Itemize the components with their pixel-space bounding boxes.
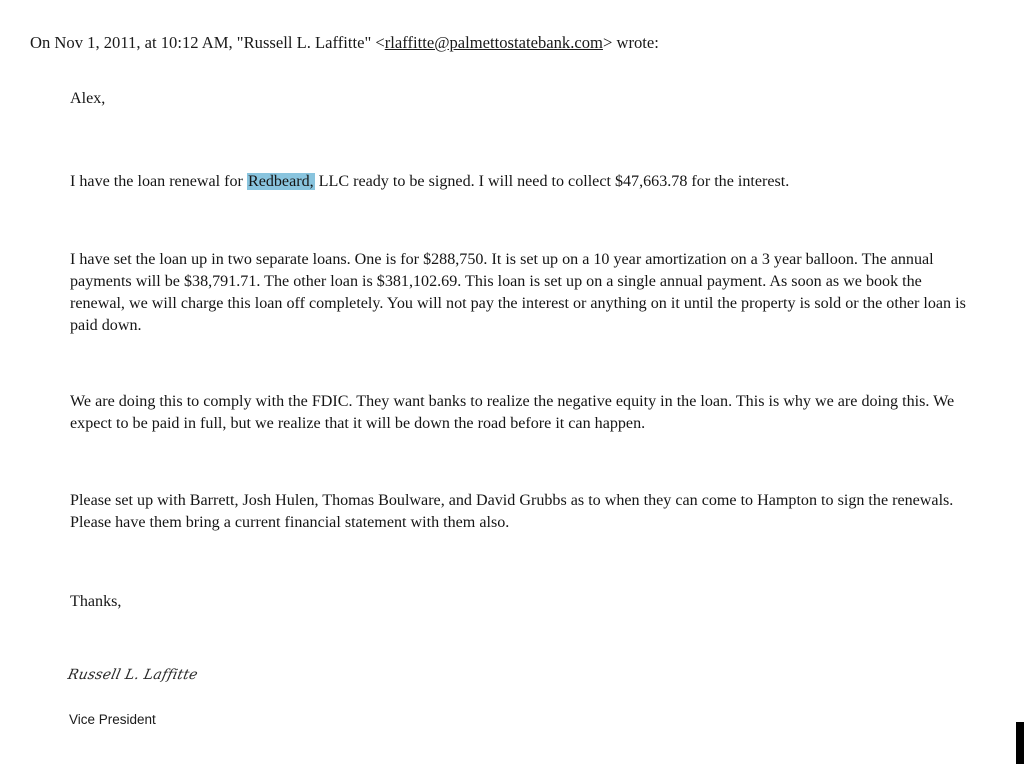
paragraph-loan-split: I have set the loan up in two separate loans. One is for $288,750. It is set up on a 10 year amortization on a 3 year balloon. The annual payments will be $38,791.71. The other loan is $381,102.69. This loan is set up on a single annual payment. As soon as we book the renewal, we will charge this loan off completely. You will not pay the interest or anything on it until the property is sold or the other loan is paid down.	[70, 251, 966, 334]
email-quote-header	[30, 33, 659, 53]
highlighted-text: Redbeard,	[247, 173, 314, 190]
para1-after: LLC ready to be signed. I will need to collect $47,663.78 for the interest.	[314, 173, 790, 190]
para1-before: I have the loan renewal for	[70, 173, 247, 190]
paragraph-signing-request: Please set up with Barrett, Josh Hulen, Thomas Boulware, and David Grubbs as to when they can come to Hampton to sign the renewals. Please have them bring a current financial statement with them also.	[70, 492, 954, 531]
closing: Thanks,	[70, 593, 122, 610]
scan-edge-mark	[1016, 722, 1024, 764]
header-prefix: On Nov 1, 2011, at 10:12 AM, "Russell L. Laffitte" <	[30, 33, 385, 52]
greeting: Alex,	[70, 90, 106, 107]
sender-email-link[interactable]: rlaffitte@palmettostatebank.com	[384, 33, 603, 52]
header-suffix: > wrote:	[602, 33, 659, 52]
signature: Russell L. Laffitte	[66, 667, 200, 683]
paragraph-fdic: We are doing this to comply with the FDIC. They want banks to realize the negative equity in the loan. This is why we are doing this. We expect to be paid in full, but we realize that it will be down the road before it can happen.	[70, 393, 955, 432]
paragraph-loan-renewal	[70, 171, 975, 193]
signer-title: Vice President	[69, 712, 156, 727]
